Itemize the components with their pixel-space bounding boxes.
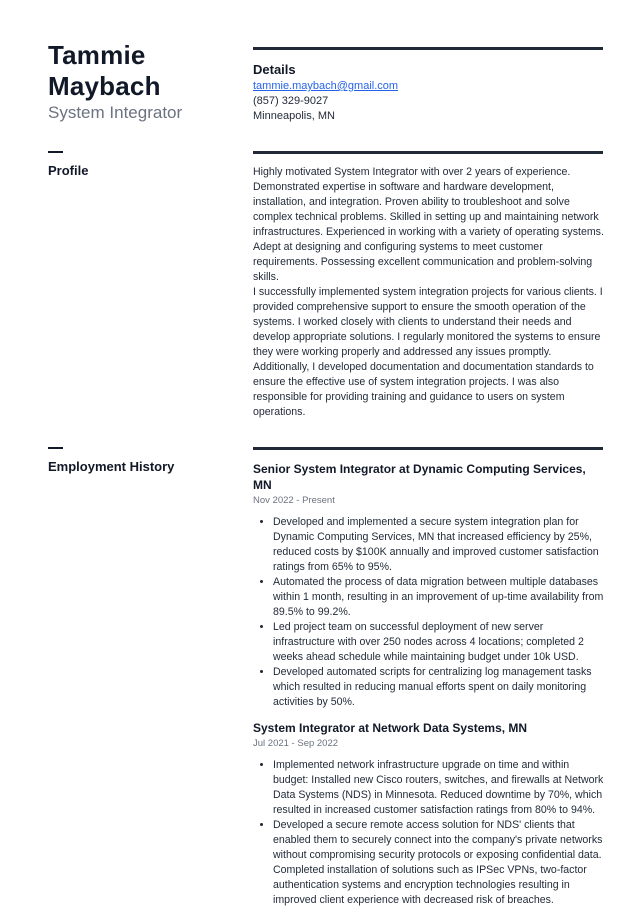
email-link[interactable]: tammie.maybach@gmail.com xyxy=(253,80,399,92)
job-entry xyxy=(253,461,605,710)
job-dates: Jul 2021 - Sep 2022 xyxy=(253,738,339,749)
job-entry xyxy=(253,720,605,908)
profile-paragraph-2: I successfully implemented system integration projects for various clients. I provided comprehensive support to ensure the smooth operation of the systems. I worked closely with clients to understand their needs and develop appropriate solutions. I regularly monitored the systems to ensure they were working properly and addressed any issues promptly. Additionally, I developed documentation and documentation standards to ensure the effective use of system integration projects. I was also responsible for providing training and guidance to users on system operations. xyxy=(253,286,603,418)
details-section xyxy=(253,62,603,124)
profile-dash xyxy=(48,151,63,153)
details-heading: Details xyxy=(253,62,296,77)
candidate-name xyxy=(48,40,161,102)
name-last: Maybach xyxy=(48,71,161,101)
list-item: • Developed a secure remote access solution for NDS' clients that enabled them to securely connect into the company's private networks without compromising security protocols or exposing confidential data. Completed installation of solutions such as IPSec VPNs, two-factor authentication systems and encryption technologies resulting in improved client experience with decreased risk of breaches. xyxy=(273,818,605,908)
list-item: • Developed and implemented a secure system integration plan for Dynamic Computing Services, MN that increased efficiency by 25%, reduced costs by $100K annually and improved customer satisfaction ratings from 65% to 95%. xyxy=(273,515,605,575)
name-first: Tammie xyxy=(48,40,146,70)
employment-heading: Employment History xyxy=(48,459,175,474)
candidate-job-title: System Integrator xyxy=(48,103,183,122)
list-item: • Automated the process of data migration between multiple databases within 1 month, resulting in an improvement of up-time availability from 89.5% to 99.2%. xyxy=(273,575,605,620)
job-title: System Integrator at Network Data Systems, MN xyxy=(253,721,528,735)
location: Minneapolis, MN xyxy=(253,110,335,122)
phone-number: (857) 329-9027 xyxy=(253,95,329,107)
list-item: • Developed automated scripts for centralizing log management tasks which resulted in reducing manual efforts spent on daily monitoring activities by 50%. xyxy=(273,665,605,710)
profile-divider xyxy=(253,151,603,154)
job-bullets xyxy=(253,758,605,908)
profile-heading: Profile xyxy=(48,163,89,178)
profile-text xyxy=(253,165,605,420)
job-title: Senior System Integrator at Dynamic Computing Services, MN xyxy=(253,462,586,492)
list-item: • Led project team on successful deployment of new server infrastructure with over 250 nodes across 4 locations; completed 2 weeks ahead schedule while maintaining budget under 10k USD. xyxy=(273,620,605,665)
employment-divider xyxy=(253,447,603,450)
employment-list xyxy=(253,461,605,918)
job-dates: Nov 2022 - Present xyxy=(253,495,335,506)
details-divider xyxy=(253,47,603,50)
job-bullets xyxy=(253,515,605,710)
employment-dash xyxy=(48,447,63,449)
list-item: • Implemented network infrastructure upgrade on time and within budget: Installed new Cisco routers, switches, and firewalls at Network Data Systems (NDS) in Minnesota. Reduced downtime by 70%, which resulted in increased customer satisfaction ratings from 80% to 94%. xyxy=(273,758,605,818)
profile-paragraph-1: Highly motivated System Integrator with over 2 years of experience. Demonstrated expertise in software and hardware development, installation, and integration. Proven ability to troubleshoot and solve complex technical problems. Skilled in setting up and maintaining network infrastructures. Experienced in working with a variety of operating systems. Adept at designing and configuring systems to meet customer requirements. Possessing excellent communication and problem-solving skills. xyxy=(253,166,604,283)
